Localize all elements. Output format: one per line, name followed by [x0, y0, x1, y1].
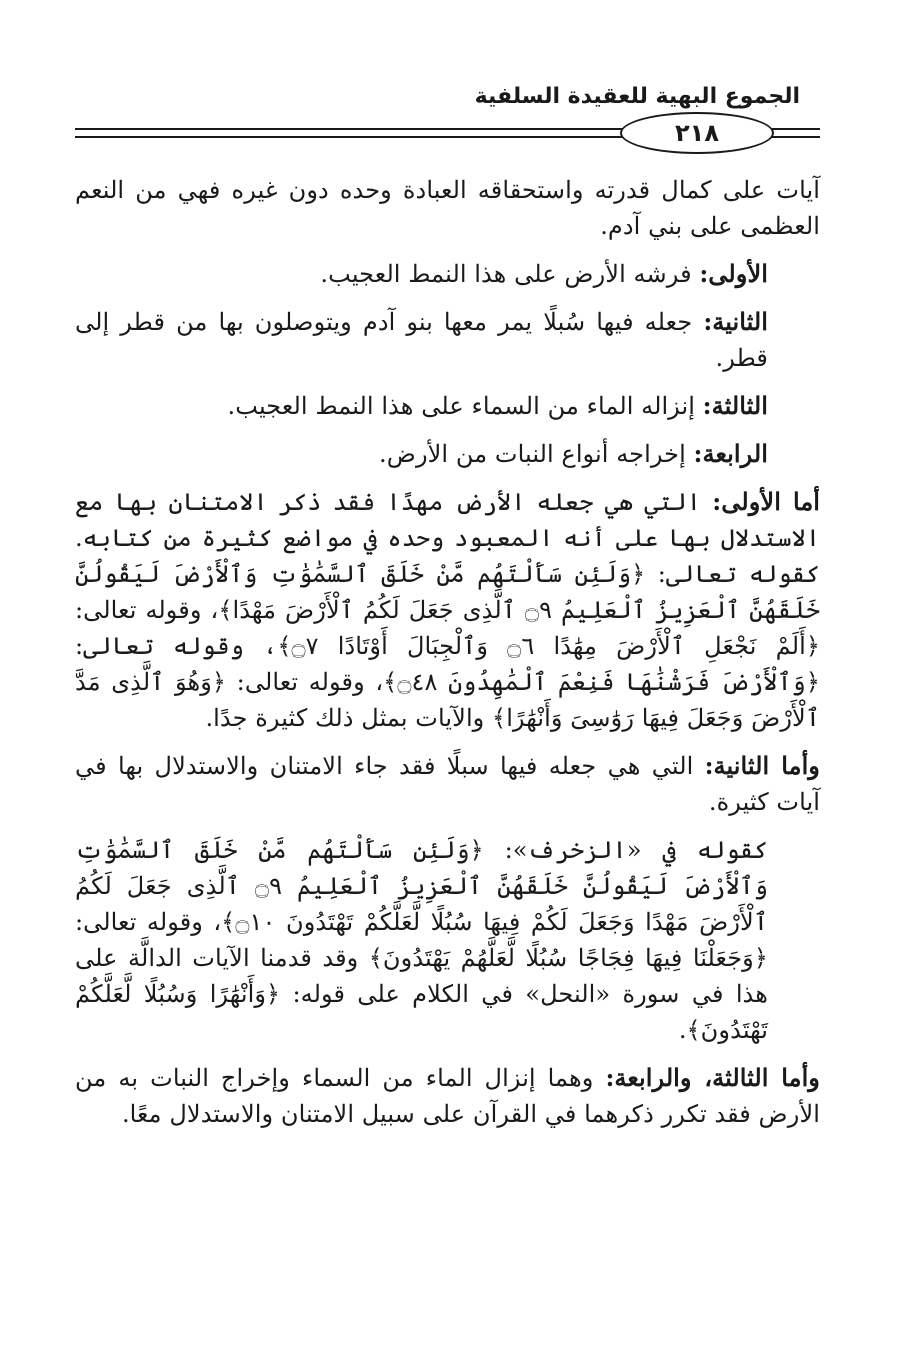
page-number: ٢١٨ [675, 119, 719, 147]
paragraph-text: كقوله في «الزخرف»: ﴿وَلَئِن سَأَلْتَهُم مَّنْ خَلَقَ ٱلسَّمَٰوَٰتِ وَٱلْأَرْضَ لَيَقُولُنَّ خَلَقَهُنَّ ٱلْعَزِيزُ ٱلْعَلِيمُ ۝٩ ٱلَّذِى جَعَلَ لَكُمُ ٱلْأَرْضَ مَهْدًا وَجَعَلَ لَكُمْ فِيهَا سُبُلًا لَّعَلَّكُمْ تَهْتَدُونَ ۝١٠﴾، وقوله تعالى: ﴿وَجَعَلْنَا فِيهَا فِجَاجًا سُبُلًا لَّعَلَّهُمْ يَهْتَدُونَ﴾ وقد قدمنا الآيات الدالَّة على هذا في سورة «النحل» في الكلام على قوله: ﴿وَأَنْهَٰرًا وَسُبُلًا لَّعَلَّكُمْ تَهْتَدُونَ﴾. [75, 836, 768, 1044]
paragraph-text: التي هي جعله الأرض مهدًا فقد ذكر الامتنان بها مع الاستدلال بها على أنه المعبود وحده في مواضع كثيرة من كتابه. كقوله تعالى: ﴿وَلَئِن سَأَلْتَهُم مَّنْ خَلَقَ ٱلسَّمَٰوَٰتِ وَٱلْأَرْضَ لَيَقُولُنَّ خَلَقَهُنَّ ٱلْعَزِيزُ ٱلْعَلِيمُ ۝٩ ٱلَّذِى جَعَلَ لَكُمُ ٱلْأَرْضَ مَهْدًا﴾، وقوله تعالى: ﴿أَلَمْ نَجْعَلِ ٱلْأَرْضَ مِهَٰدًا ۝٦ وَٱلْجِبَالَ أَوْتَادًا ۝٧﴾، وقوله تعالى: ﴿وَٱلْأَرْضَ فَرَشْنَٰهَا فَنِعْمَ ٱلْمَٰهِدُونَ ۝٤٨﴾، وقوله تعالى: ﴿وَهُوَ ٱلَّذِى مَدَّ ٱلْأَرْضَ وَجَعَلَ فِيهَا رَوَٰسِىَ وَأَنْهَٰرًا﴾ والآيات بمثل ذلك كثيرة جدًا. [75, 488, 821, 732]
paragraph-intro [75, 172, 820, 244]
paragraph-third-point [75, 388, 820, 424]
paragraph-fourth-point [75, 436, 820, 472]
paragraph-third-fourth-discussion [75, 1060, 820, 1132]
paragraph-lead: أما الأولى: [712, 487, 821, 516]
paragraph-text: إخراجه أنواع النبات من الأرض. [379, 440, 694, 468]
paragraph-lead: وأما الثالثة، والرابعة: [605, 1063, 820, 1092]
paragraph-second-discussion [75, 748, 820, 820]
page-number-badge [620, 112, 774, 154]
paragraph-text: التي هي جعله فيها سبلًا فقد جاء الامتنان والاستدلال بها في آيات كثيرة. [75, 752, 820, 816]
paragraph-text: وهما إنزال الماء من السماء وإخراج النبات به من الأرض فقد تكرر ذكرهما في القرآن على سبيل الامتنان والاستدلال معًا. [75, 1064, 820, 1128]
paragraph-lead: الثالثة: [702, 391, 768, 420]
page-body [75, 172, 820, 1144]
paragraph-first-discussion [75, 484, 820, 736]
paragraph-zukhruf-quote [75, 832, 820, 1048]
paragraph-lead: الرابعة: [693, 439, 768, 468]
paragraph-second-point [75, 304, 820, 376]
paragraph-text: آيات على كمال قدرته واستحقاقه العبادة وحده دون غيره فهي من النعم العظمى على بني آدم. [75, 176, 820, 240]
paragraph-text: إنزاله الماء من السماء على هذا النمط العجيب. [227, 392, 703, 420]
paragraph-first-point [75, 256, 820, 292]
running-header-title: الجموع البهية للعقيدة السلفية [474, 84, 800, 109]
paragraph-text: جعله فيها سُبلًا يمر معها بنو آدم ويتوصلون بها من قطر إلى قطر. [75, 308, 768, 372]
paragraph-text: فرشه الأرض على هذا النمط العجيب. [320, 260, 700, 288]
paragraph-lead: الأولى: [699, 259, 768, 288]
paragraph-lead: الثانية: [703, 307, 768, 336]
paragraph-lead: وأما الثانية: [704, 751, 820, 780]
